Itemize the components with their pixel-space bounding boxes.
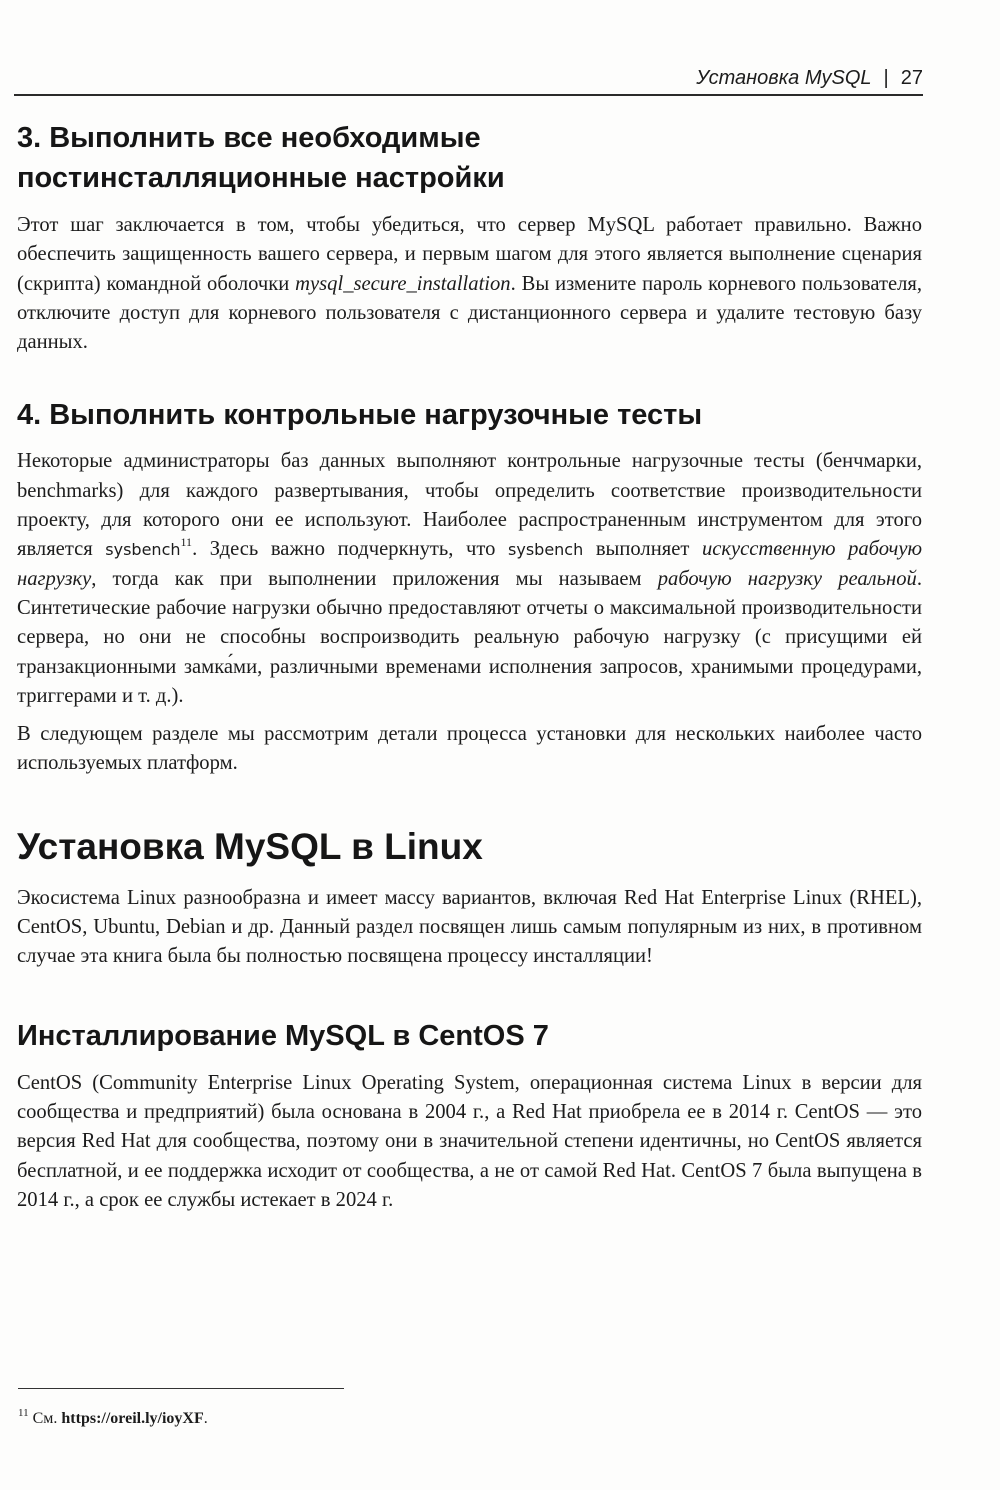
footnote-divider [18,1388,344,1389]
chapter-heading: Установка MySQL в Linux [17,825,483,867]
footnote-suffix: . [203,1410,208,1427]
centos-paragraph: CentOS (Community Enterprise Linux Operating System, операционная система Linux в версии для сообщества и предприятий) была основана в 2004 г., а Red Hat приобрела ее в 2014 г. CentOS — это версия Red Hat для сообщества, поэтому они в значительной степени идентичны, но CentOS является бесплатной, и ее поддержка исходит от сообщества, а не от самой Red Hat. CentOS 7 была выпущена в 2014 г., а срок ее службы истекает в 2024 г. [17,1071,922,1211]
footnote-ref[interactable]: 11 [180,535,193,550]
section-4-paragraph-1 [17,447,922,711]
section-4-heading: 4. Выполнить контрольные нагрузочные тесты [17,399,703,432]
section-3-text-a: Этот шаг заключается в том, чтобы убедиться, что сервер MySQL работает правильно. Важно обеспечить защищенность вашего сервера, и первым шагом для этого является выполнение сценария (скрипта) командной оболочки [17,214,922,295]
section-4-text-d: , тогда как при выполнении приложения мы называем [91,567,658,590]
footnote-prefix: См. [32,1410,62,1427]
emphasis-artificial-workload: искусственную рабочую нагрузку [17,538,922,590]
script-name: mysql_secure_installation [295,272,511,295]
chapter-paragraph: Экосистема Linux разнообразна и имеет массу вариантов, включая Red Hat Enterprise Linux (RHEL), CentOS, Ubuntu, Debian и др. Данный раздел посвящен лишь самым популярным из них, в противном случае эта книга была бы полностью посвящена процессу инсталляции! [17,886,922,968]
tool-name-sysbench: sysbench [105,540,181,560]
page-number: 27 [900,67,923,89]
footnote-number: 11 [18,1407,29,1419]
section-4-text-c: выполняет [583,538,702,561]
section-4-text-a: Некоторые администраторы баз данных выполняют контрольные нагрузочные тесты (бенчмарки, benchmarks) для каждого развертывания, чтобы определить соответствие производительности проекту, для которого они ее используют. Наиболее распространенным инструментом для этого является [17,450,922,561]
running-title: Установка MySQL [696,67,872,89]
footnote [18,1408,208,1430]
section-3-heading-line-2: постинсталляционные настройки [17,162,505,194]
section-3-text-b: . Вы измените пароль корневого пользователя, отключите доступ для корневого пользователя с дистанционного сервера и удалите тестовую базу данных. [17,272,922,354]
emphasis-real-workload: рабочую нагрузку реальной [657,567,917,590]
tool-name-sysbench-2: sysbench [508,540,584,560]
running-header [14,62,923,96]
section-4-paragraph-2: В следующем разделе мы рассмотрим детали процесса установки для нескольких наиболее часто используемых платформ. [17,723,922,775]
section-3-paragraph [17,211,922,357]
section-4-text-e: . Синтетические рабочие нагрузки обычно предоставляют отчеты о максимальной производительности сервера, но они не способны воспроизводить реальную рабочую нагрузку (с присущими ей транзакционными замка́ми, различными временами исполнения запросов, хранимыми процедурами, триггерами и т. д.). [17,567,922,707]
footnote-link[interactable]: https://oreil.ly/ioyXF [61,1410,204,1427]
section-3-heading [17,118,922,198]
header-separator: | [883,67,889,89]
section-4-text-b: . Здесь важно подчеркнуть, что [192,538,509,561]
centos-heading: Инсталлирование MySQL в CentOS 7 [17,1019,549,1052]
section-3-heading-line-1: 3. Выполнить все необходимые [17,122,481,154]
page-body [17,118,922,1215]
